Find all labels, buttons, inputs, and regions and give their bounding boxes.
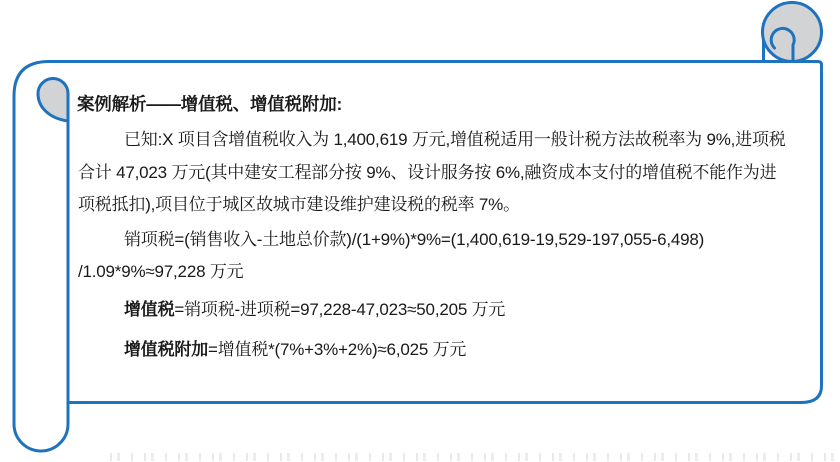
- given-line-3: 项税抵扣),项目位于城区故城市建设维护建设税的税率 7%。: [78, 195, 520, 214]
- vat-surcharge-label: 增值税附加: [124, 340, 208, 359]
- vat-surcharge-line: [124, 338, 466, 362]
- vat-formula: =销项税-进项税=97,228-47,023≈50,205 万元: [174, 300, 506, 319]
- given-line-2: 合计 47,023 万元(其中建安工程部分按 9%、设计服务按 6%,融资成本支付的增值税不能作为进: [78, 163, 777, 182]
- vat-surcharge-formula: =增值税*(7%+3%+2%)≈6,025 万元: [208, 340, 467, 359]
- output-tax-line-2: /1.09*9%≈97,228 万元: [78, 262, 244, 281]
- case-title: 案例解析——增值税、增值税附加:: [77, 94, 343, 114]
- output-tax-line-1: 销项税=(销售收入-土地总价款)/(1+9%)*9%=(1,400,619-19,529-197,055-6,498): [124, 230, 705, 249]
- given-line-1: 已知:X 项目含增值税收入为 1,400,619 万元,增值税适用一般计税方法故税率为 9%,进项税: [124, 130, 786, 149]
- vat-line: [124, 298, 505, 322]
- vat-label: 增值税: [124, 300, 175, 319]
